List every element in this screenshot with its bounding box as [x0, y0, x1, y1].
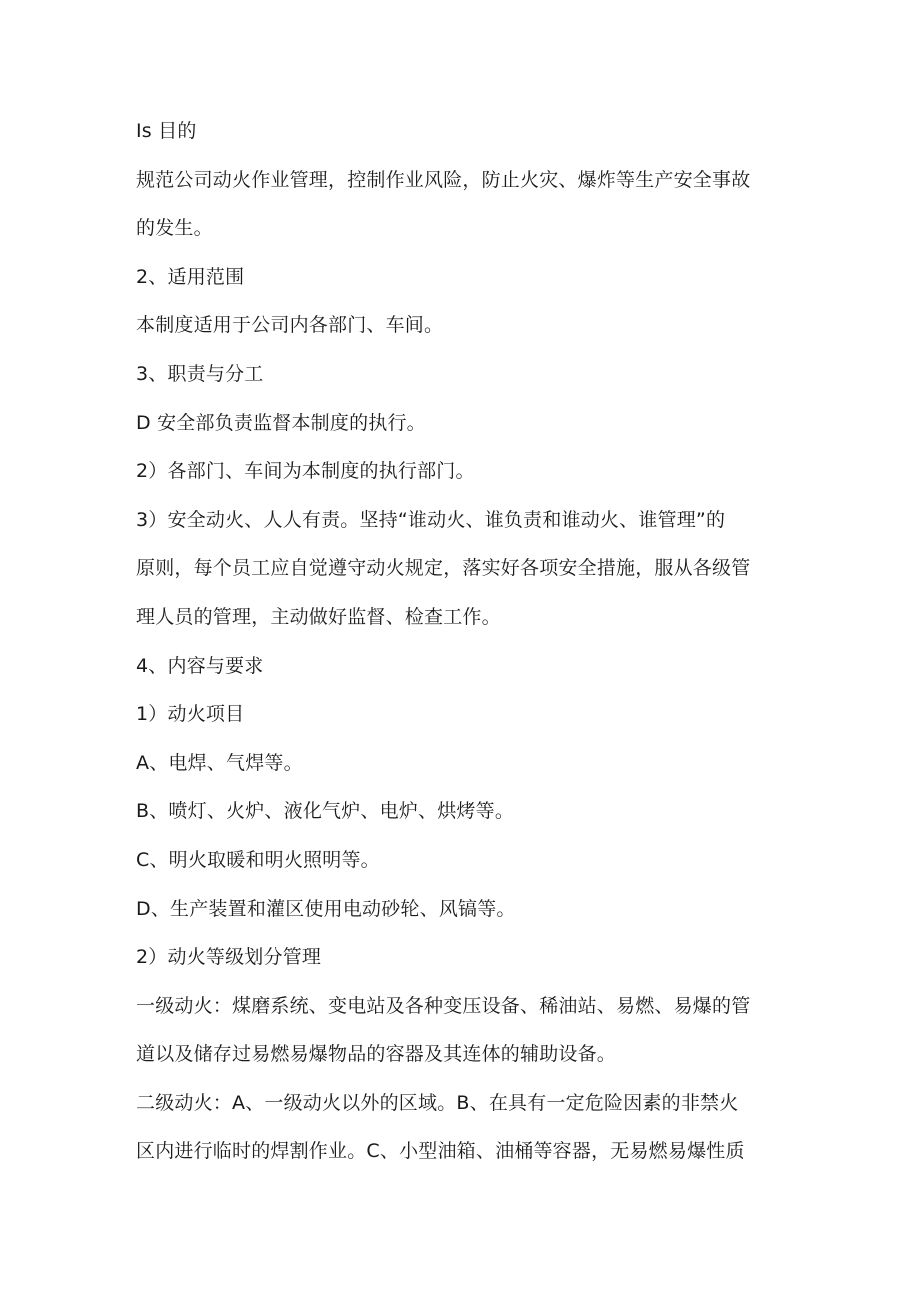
paragraph-line: 二级动火：A、一级动火以外的区域。B、在具有一定危险因素的非禁火	[136, 1091, 739, 1114]
paragraph-line: 理人员的管理，主动做好监督、检查工作。	[136, 605, 501, 628]
paragraph-line: 区内进行临时的焊割作业。C、小型油箱、油桶等容器，无易燃易爆性质	[136, 1140, 745, 1163]
document-body	[136, 114, 786, 1183]
list-item: D 安全部负责监督本制度的执行。	[136, 411, 426, 434]
subsection-heading: 1）动火项目	[136, 703, 245, 726]
list-item: 3）安全动火、人人有责。坚持“谁动火、谁负责和谁动火、谁管理”的	[136, 508, 726, 531]
section-heading-requirements: 4、内容与要求	[136, 654, 264, 677]
section-heading-purpose: Is 目的	[136, 120, 197, 142]
paragraph-line: 原则，每个员工应自觉遵守动火规定，落实好各项安全措施，服从各级管	[136, 557, 751, 580]
paragraph-line: 道以及储存过易燃易爆物品的容器及其连体的辅助设备。	[136, 1043, 617, 1066]
paragraph-line: 本制度适用于公司内各部门、车间。	[136, 314, 444, 337]
list-item: C、明火取暖和明火照明等。	[136, 848, 380, 871]
paragraph-line: 一级动火：煤磨系统、变电站及各种变压设备、稀油站、易燃、易爆的管	[136, 994, 751, 1017]
list-item: 2）各部门、车间为本制度的执行部门。	[136, 460, 475, 483]
paragraph-line: 规范公司动火作业管理，控制作业风险，防止火灾、爆炸等生产安全事故	[136, 168, 751, 191]
paragraph-line: 的发生。	[136, 217, 213, 240]
subsection-heading: 2）动火等级划分管理	[136, 946, 322, 969]
section-heading-scope: 2、适用范围	[136, 265, 245, 288]
section-heading-responsibilities: 3、职责与分工	[136, 362, 264, 385]
list-item: B、喷灯、火炉、液化气炉、电炉、烘烤等。	[136, 800, 515, 823]
list-item: D、生产装置和灌区使用电动砂轮、风镐等。	[136, 897, 516, 920]
list-item: A、电焊、气焊等。	[136, 751, 303, 774]
